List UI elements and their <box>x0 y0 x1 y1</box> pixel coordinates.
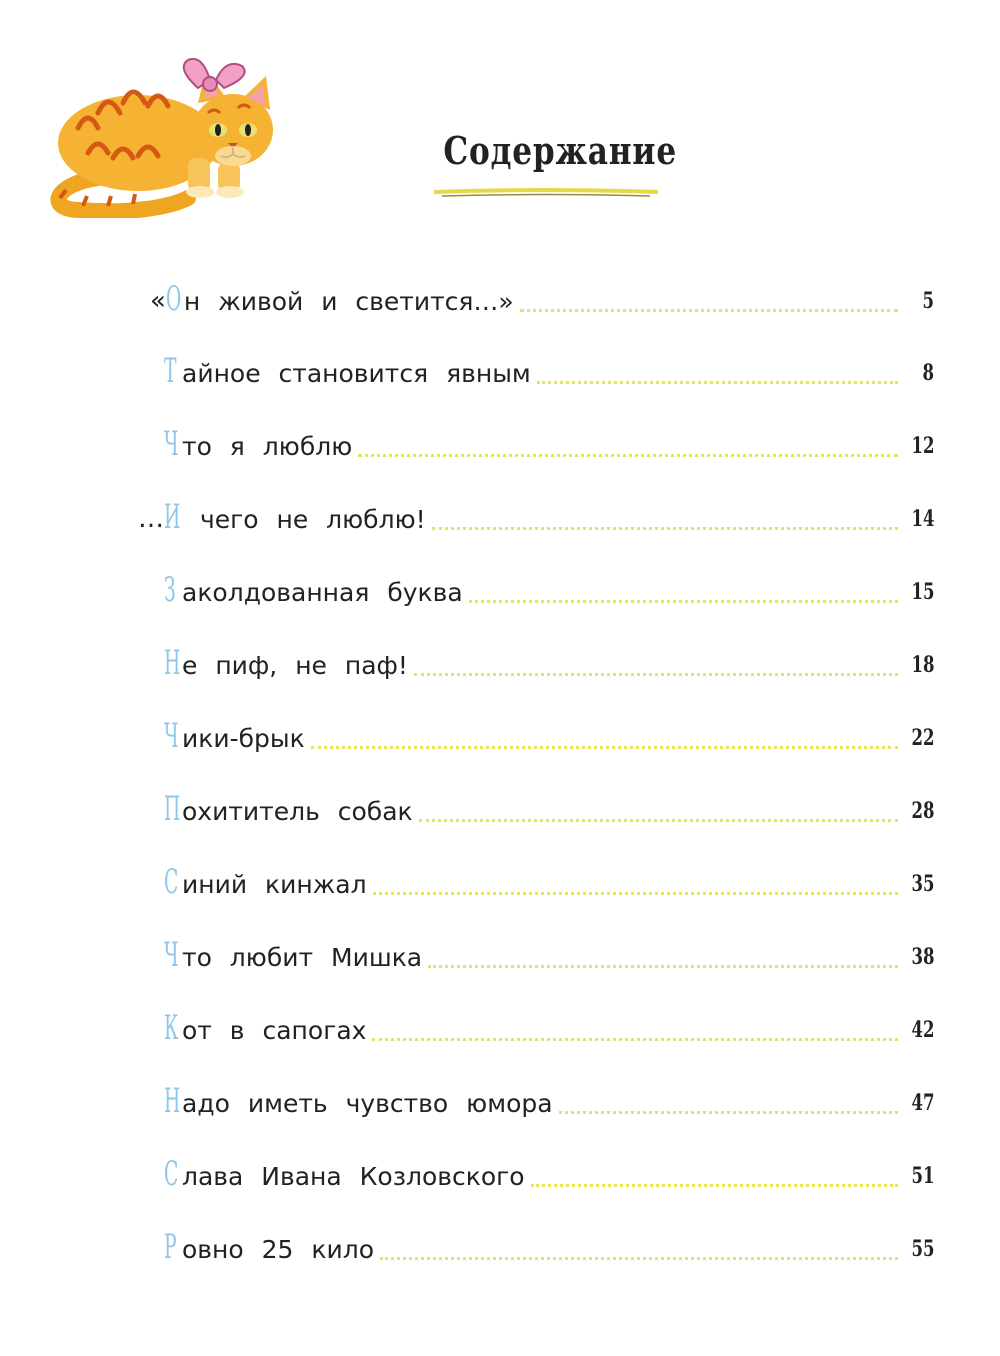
toc-entry-initial-letter: С <box>164 862 179 902</box>
toc-entry-line <box>164 1210 934 1266</box>
toc-entry-page-number: 38 <box>911 944 935 970</box>
toc-entry-line <box>138 480 934 536</box>
toc-entry-initial-letter: З <box>164 570 176 610</box>
toc-entry-line <box>164 407 934 463</box>
toc-entry-line <box>164 553 934 609</box>
toc-entry-title: овно 25 кило <box>182 1235 374 1264</box>
dotted-leader <box>311 744 898 749</box>
toc-entry[interactable] <box>0 845 1000 901</box>
dotted-leader <box>372 1036 898 1041</box>
toc-entry-title: ики-брык <box>182 724 305 753</box>
toc-entry-line <box>164 991 934 1047</box>
toc-entry-title: айное становится явным <box>182 359 531 388</box>
toc-entry-page-number: 18 <box>911 652 935 678</box>
dotted-leader <box>373 890 898 895</box>
toc-entry-title: от в сапогах <box>182 1016 367 1045</box>
toc-entry-initial-letter: Ч <box>164 716 179 756</box>
toc-entry-page-number: 47 <box>911 1090 935 1116</box>
toc-entry[interactable] <box>0 1137 1000 1193</box>
dotted-leader <box>469 598 898 603</box>
toc-entry-title: е пиф, не паф! <box>182 651 408 680</box>
toc-entry-initial-letter: О <box>165 279 182 319</box>
toc-entry-prefix: … <box>138 504 164 534</box>
toc-entry-line <box>164 918 934 974</box>
toc-entry-title: адо иметь чувство юмора <box>182 1089 553 1118</box>
toc-entry-initial-letter: Н <box>164 643 181 683</box>
toc-entry[interactable] <box>0 1210 1000 1266</box>
toc-entry-title: аколдованная буква <box>182 578 463 607</box>
toc-entry[interactable] <box>0 480 1000 536</box>
toc-entry-page-number: 15 <box>911 579 935 605</box>
cat-with-pink-bow-illustration <box>38 58 298 218</box>
toc-entry-page-number: 5 <box>922 288 934 314</box>
toc-entry-line <box>164 1064 934 1120</box>
toc-entry[interactable] <box>0 626 1000 682</box>
dotted-leader <box>537 379 898 384</box>
toc-entry-initial-letter: Р <box>164 1227 177 1267</box>
toc-entry[interactable] <box>0 262 1000 318</box>
toc-entry-line <box>164 699 934 755</box>
toc-entry-title: то я люблю <box>182 432 353 461</box>
toc-entry-initial-letter: Ч <box>164 424 179 464</box>
toc-entry-initial-letter: С <box>164 1154 179 1194</box>
toc-entry-line <box>164 1137 934 1193</box>
dotted-leader <box>531 1182 898 1187</box>
toc-entry-title: охититель собак <box>182 797 413 826</box>
toc-entry-title: иний кинжал <box>182 870 367 899</box>
toc-entry-page-number: 12 <box>911 433 935 459</box>
dotted-leader <box>380 1255 898 1260</box>
toc-entry-initial-letter: К <box>164 1008 179 1048</box>
toc-entry-title: лава Ивана Козловского <box>182 1162 525 1191</box>
toc-entry-line <box>164 334 934 390</box>
toc-entry-page-number: 8 <box>922 360 934 386</box>
toc-entry[interactable] <box>0 991 1000 1047</box>
toc-entry-prefix: « <box>150 286 166 316</box>
toc-entry-initial-letter: И <box>164 497 181 537</box>
toc-entry-title: то любит Мишка <box>182 943 423 972</box>
dotted-leader <box>432 525 898 530</box>
dotted-leader <box>559 1109 898 1114</box>
toc-entry-title: н живой и светится…» <box>183 287 514 316</box>
toc-entry-line <box>164 772 934 828</box>
toc-entry-line <box>164 626 934 682</box>
toc-entry[interactable] <box>0 407 1000 463</box>
toc-entry-page-number: 55 <box>911 1236 935 1262</box>
title-underline-decoration <box>432 186 660 200</box>
toc-entry-page-number: 35 <box>911 871 935 897</box>
toc-entry-page-number: 42 <box>911 1017 935 1043</box>
toc-entry-page-number: 14 <box>911 506 935 532</box>
toc-entry-page-number: 51 <box>911 1163 935 1189</box>
toc-entry[interactable] <box>0 918 1000 974</box>
toc-entry-initial-letter: Н <box>164 1081 181 1121</box>
dotted-leader <box>520 307 898 312</box>
toc-entry-initial-letter: Т <box>164 351 177 391</box>
dotted-leader <box>358 452 898 457</box>
toc-entry-initial-letter: П <box>164 789 181 829</box>
toc-entry[interactable] <box>0 772 1000 828</box>
toc-entry[interactable] <box>0 699 1000 755</box>
toc-entry-title: чего не люблю! <box>182 505 426 534</box>
toc-entry-initial-letter: Ч <box>164 935 179 975</box>
dotted-leader <box>428 963 898 968</box>
toc-entry[interactable] <box>0 553 1000 609</box>
toc-entry-page-number: 28 <box>911 798 935 824</box>
toc-entry[interactable] <box>0 1064 1000 1120</box>
toc-entry-line <box>164 845 934 901</box>
toc-entry-line <box>150 262 934 318</box>
toc-entry-page-number: 22 <box>911 725 935 751</box>
dotted-leader <box>414 671 898 676</box>
toc-entry[interactable] <box>0 334 1000 390</box>
dotted-leader <box>419 817 898 822</box>
page-title: Содержание <box>443 128 677 173</box>
